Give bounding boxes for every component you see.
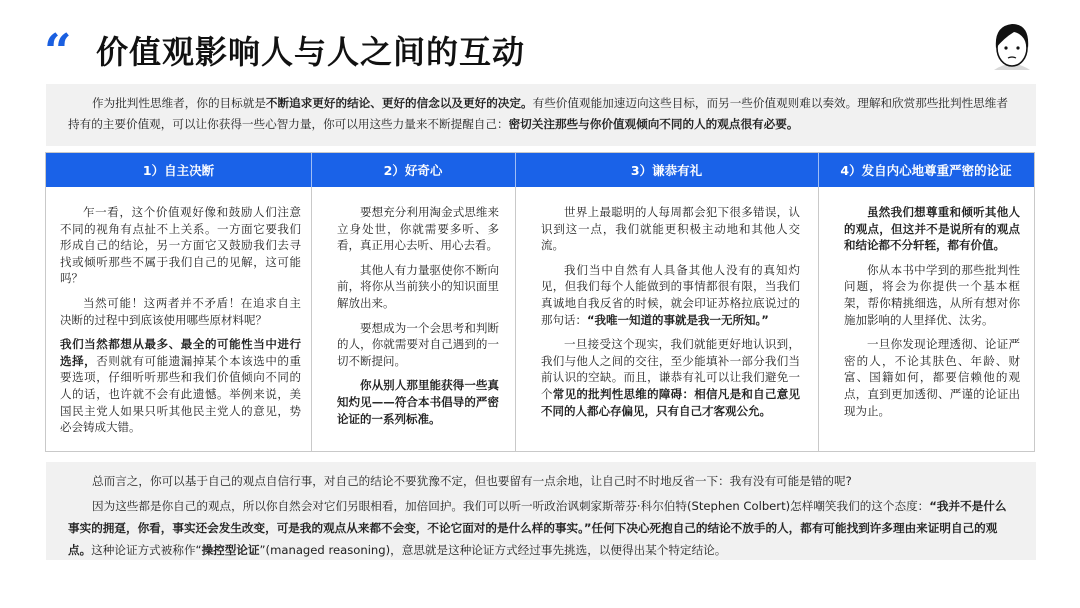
text: 否则就有可能遗漏掉某个本该选中的重要选项，仔细听听那些和我们价值倾向不同的人的话，也许就不会有此遗憾。举例来说，美国民主党人如果只听其他民主党人的意见，势必会铸成大错。 [60, 353, 302, 435]
paragraph: 当然可能！这两者并不矛盾！在追求自主决断的过程中到底该使用哪些原材料呢？ [60, 295, 301, 327]
header-divider [515, 153, 516, 187]
paragraph: 其他人有力量驱使你不断向前，将你从当前狭小的知识面里解放出来。 [337, 262, 499, 310]
quote-mark: “ [44, 24, 66, 80]
text: 这种论证方式被称作“ [91, 543, 202, 557]
paragraph: 虽然我们想尊重和倾听其他人的观点，但这并不是说所有的观点和结论都不分轩轾，都有价值。 [844, 205, 1020, 253]
column-respect-reasoning [818, 187, 1034, 451]
summary-line: 总而言之，你可以基于自己的观点自信行事，对自己的结论不要犹豫不定，但也要留有一点余地，让自己时不时地反省一下：我有没有可能是错的呢? [92, 474, 852, 488]
header-divider [311, 153, 312, 187]
column-header-humility: 3）谦恭有礼 [515, 153, 818, 187]
values-table [45, 152, 1035, 452]
text: ”(managed reasoning)，意思就是这种论证方式经过事先挑选，以便得出某个特定结论。 [259, 543, 727, 557]
bold-text: 我们当然都想从最多、最全的可能性当中进行选择， [60, 337, 301, 368]
text: 我们当中自然有人具备其他人没有的真知灼见，但我们每个人能做到的事情都很有限，当我们真诚地自我反省的时候，就会印证苏格拉底说过的那句话： [541, 262, 800, 327]
person-avatar-icon [984, 18, 1040, 74]
bold-text: 常见的批判性思维的障碍：相信凡是和自己意见不同的人都心存偏见，只有自己才客观公允。 [541, 386, 801, 418]
intro-text [68, 93, 1014, 135]
bold-text: 操控型论证 [201, 543, 260, 557]
summary-box [46, 462, 1036, 560]
intro-bold-1: 不断追求更好的结论、更好的信念以及更好的决定。 [265, 96, 533, 110]
paragraph [541, 336, 800, 419]
paragraph [60, 336, 301, 436]
paragraph: 你从本书中学到的那些批判性问题，将会为你提供一个基本框架，帮你精挑细选，从所有想对你施加影响的人里择优、汰劣。 [844, 262, 1020, 327]
intro-text-1: 作为批判性思维者，你的目标就是 [92, 96, 266, 110]
column-header-respect-reasoning: 4）发自内心地尊重严密的论证 [818, 153, 1034, 187]
intro-text-2: 有些价值观能加速迈向这些目标，而另一些价值观则难以奏效。理解和欣赏那些批判性思维者持有的主要价值观，可以让你获得一些心智力量，你可以用这些力量来不断提醒自己： [68, 96, 1008, 131]
summary-paragraph [68, 495, 1014, 561]
intro-box [46, 84, 1036, 146]
column-header-curiosity: 2）好奇心 [311, 153, 515, 187]
text: 因为这些都是你自己的观点，所以你自然会对它们另眼相看，加倍回护。我们可以听一听政治讽刺家斯蒂芬·科尔伯特(Stephen Colbert)怎样嘲笑我们的这个态度： [92, 499, 930, 513]
text: 一旦接受这个现实，我们就能更好地认识到，我们与他人之间的交往，至少能填补一部分我们当前认识的空缺。而且，谦恭有礼可以让我们避免一个 [541, 337, 800, 401]
column-header-autonomy: 1）自主决断 [46, 153, 311, 187]
bold-text: “我并不是什么事实的拥趸，你看，事实还会发生改变，可是我的观点从来都不会变，不论它面对的是什么样的事实。”任何下决心死抱自己的结论不放手的人，都有可能找到许多理由来证明自己的观点。 [68, 499, 1007, 557]
column-curiosity [311, 187, 515, 451]
paragraph: 你从别人那里能获得一些真知灼见——符合本书倡导的严密论证的一系列标准。 [337, 378, 499, 426]
bold-text: “我唯一知道的事就是我一无所知。” [587, 312, 769, 327]
paragraph: 世界上最聪明的人每周都会犯下很多错误，认识到这一点，我们就能更积极主动地和其他人交流。 [541, 205, 800, 253]
paragraph [541, 262, 800, 328]
column-autonomy [46, 187, 311, 451]
header-divider [818, 153, 819, 187]
paragraph: 要想成为一个会思考和判断的人，你就需要对自己遇到的一切不断提问。 [337, 320, 499, 368]
column-humility [515, 187, 818, 451]
paragraph: 要想充分利用淘金式思维来立身处世，你就需要多听、多看，真正用心去听、用心去看。 [337, 205, 499, 253]
intro-bold-2: 密切关注那些与你价值观倾向不同的人的观点很有必要。 [508, 117, 799, 131]
paragraph: 一旦你发现论理透彻、论证严密的人，不论其肤色、年龄、财富、国籍如何，都要信赖他的观点，直到更加透彻、严谨的论证出现为止。 [844, 337, 1020, 418]
paragraph: 乍一看，这个价值观好像和鼓励人们注意不同的视角有点扯不上关系。一方面它要我们形成自己的结论，另一方面它又鼓励我们去寻找或倾听那些不属于我们自己的见解，这可能吗？ [60, 205, 301, 286]
page-title: 价值观影响人与人之间的互动 [96, 33, 526, 71]
